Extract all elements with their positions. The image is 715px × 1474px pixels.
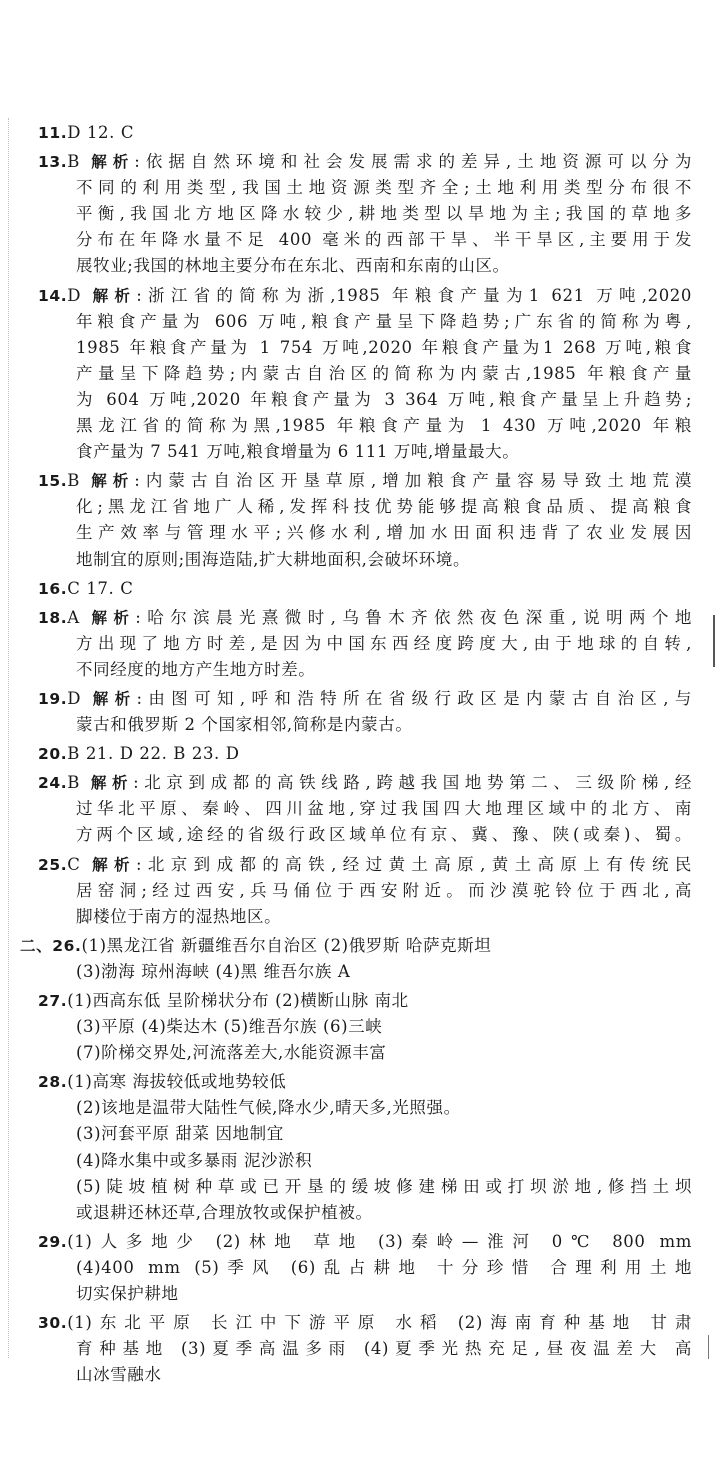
- question-number: 16.: [38, 579, 68, 598]
- answer-line: (7)阶梯交界处,河流落差大,水能资源丰富: [76, 1043, 387, 1063]
- answer-line: 展牧业;我国的林地主要分布在东北、西南和东南的山区。: [76, 256, 510, 276]
- edge-mark-bottom: [708, 1335, 709, 1359]
- question-number: 25.: [38, 855, 68, 874]
- question-number: 28.: [38, 1073, 68, 1092]
- answer-line: 29.(1)人多地少 (2)林地 草地 (3)秦岭—淮河 0℃ 800 mm: [38, 1231, 692, 1251]
- analysis-label: 解析: [92, 689, 137, 708]
- answer-line: 30.(1)东北平原 长江中下游平原 水稻 (2)海南育种基地 甘肃: [38, 1313, 692, 1333]
- question-number: 14.: [38, 286, 68, 305]
- answer-line: 化;黑龙江省地广人稀,发挥科技优势能够提高粮食品质、提高粮食: [76, 497, 692, 517]
- answer-line: 地制宜的原则;围海造陆,扩大耕地面积,会破坏环境。: [76, 549, 471, 569]
- question-number: 18.: [38, 608, 68, 627]
- answer-line: 不同的利用类型,我国土地资源类型齐全;土地利用类型分布很不: [76, 178, 692, 198]
- answer-line: 年粮食产量为 606 万吨,粮食产量呈下降趋势;广东省的简称为粤,: [76, 311, 692, 331]
- answer-line: 11.D 12. C: [38, 123, 135, 142]
- question-number: 11.: [38, 124, 68, 142]
- answer-line: (5)陡坡植树种草或已开垦的缓坡修建梯田或打坝淤地,修挡土坝: [76, 1176, 692, 1196]
- question-number: 24.: [38, 774, 68, 793]
- answer-line: 16.C 17. C: [38, 578, 134, 598]
- section-number: 二、: [20, 936, 53, 955]
- answer-line: 为 604 万吨,2020 年粮食产量为 3 364 万吨,粮食产量呈上升趋势;: [76, 389, 692, 409]
- analysis-label: 解析: [91, 153, 135, 172]
- analysis-label: 解析: [90, 774, 134, 793]
- answer-line: 产量呈下降趋势;内蒙古自治区的简称为内蒙古,1985 年粮食产量: [76, 363, 692, 383]
- answer-line: 1985 年粮食产量为 1 754 万吨,2020 年粮食产量为1 268 万吨,粮食: [76, 337, 692, 357]
- answer-line: 山冰雪融水: [76, 1365, 162, 1385]
- question-number: 20.: [38, 745, 68, 764]
- answer-line: 黑龙江省的简称为黑,1985 年粮食产量为 1 430 万吨,2020 年粮: [76, 416, 692, 436]
- answer-line: 13.B 解析:依据自然环境和社会发展需求的差异,土地资源可以分为: [38, 152, 692, 172]
- answer-line: 蒙古和俄罗斯 2 个国家相邻,简称是内蒙古。: [76, 715, 413, 735]
- answer-line: 食产量为 7 541 万吨,粮食增量为 6 111 万吨,增量最大。: [76, 442, 520, 462]
- question-number: 15.: [38, 472, 68, 491]
- answer-content: [20, 120, 692, 1388]
- answer-line: 不同经度的地方产生地方时差。: [76, 659, 316, 679]
- answer-line: 生产效率与管理水平;兴修水利,增加水田面积违背了农业发展因: [76, 523, 692, 543]
- analysis-label: 解析: [92, 286, 137, 305]
- answer-line: 过华北平原、秦岭、四川盆地,穿过我国四大地理区域中的北方、南: [76, 799, 692, 819]
- answer-line: (3)渤海 琼州海峡 (4)黑 维吾尔族 A: [76, 961, 351, 981]
- question-number: 19.: [38, 689, 68, 708]
- answer-line: (4)400 mm (5)季风 (6)乱占耕地 十分珍惜 合理利用土地: [76, 1257, 692, 1277]
- answer-line: 20.B 21. D 22. B 23. D: [38, 744, 240, 764]
- answer-line: 28.(1)高寒 海拔较低或地势较低: [38, 1072, 287, 1092]
- answer-line: (3)河套平原 甜菜 因地制宜: [76, 1124, 284, 1144]
- answer-line: 切实保护耕地: [76, 1284, 179, 1304]
- analysis-label: 解析: [92, 855, 136, 874]
- answer-line: 27.(1)西高东低 呈阶梯状分布 (2)横断山脉 南北: [38, 991, 409, 1010]
- question-number: 13.: [38, 153, 68, 172]
- answer-line: 或退耕还林还草,合理放牧或保护植被。: [76, 1202, 373, 1222]
- answer-line: 分布在年降水量不足 400 毫米的西部干旱、半干旱区,主要用于发: [76, 230, 692, 250]
- answer-line: 25.C 解析:北京到成都的高铁,经过黄土高原,黄土高原上有传统民: [38, 854, 692, 874]
- answer-line: (4)降水集中或多暴雨 泥沙淤积: [76, 1150, 313, 1170]
- answer-line: 方两个区域,途经的省级行政区域单位有京、冀、豫、陕(或秦)、蜀。: [76, 825, 692, 845]
- analysis-label: 解析: [91, 472, 135, 491]
- answer-line: 方出现了地方时差,是因为中国东西经度跨度大,由于地球的自转,: [76, 633, 692, 653]
- answer-line: 24.B 解析:北京到成都的高铁线路,跨越我国地势第二、三级阶梯,经: [38, 773, 692, 793]
- answer-line: 脚楼位于南方的湿热地区。: [76, 906, 282, 926]
- answer-line: 二、26.(1)黑龙江省 新疆维吾尔自治区 (2)俄罗斯 哈萨克斯坦: [20, 935, 492, 955]
- answer-line: 14.D 解析:浙江省的简称为浙,1985 年粮食产量为1 621 万吨,2020: [38, 285, 692, 305]
- answer-line: 育种基地 (3)夏季高温多雨 (4)夏季光热充足,昼夜温差大 高: [76, 1339, 692, 1359]
- analysis-label: 解析: [91, 608, 136, 627]
- question-number: 26.: [52, 936, 82, 955]
- answer-line: 15.B 解析:内蒙古自治区开垦草原,增加粮食产量容易导致土地荒漠: [38, 471, 692, 491]
- question-number: 27.: [38, 992, 68, 1010]
- answer-line: (2)该地是温带大陆性气候,降水少,晴天多,光照强。: [76, 1098, 461, 1118]
- question-number: 30.: [38, 1314, 68, 1333]
- answer-line: 居窑洞;经过西安,兵马俑位于西安附近。而沙漠驼铃位于西北,高: [76, 880, 692, 900]
- answer-line: 平衡,我国北方地区降水较少,耕地类型以旱地为主;我国的草地多: [76, 204, 692, 224]
- answer-line: 19.D 解析:由图可知,呼和浩特所在省级行政区是内蒙古自治区,与: [38, 688, 692, 708]
- question-number: 29.: [38, 1232, 68, 1251]
- answer-line: 18.A 解析:哈尔滨晨光熹微时,乌鲁木齐依然夜色深重,说明两个地: [38, 607, 692, 627]
- answer-line: (3)平原 (4)柴达木 (5)维吾尔族 (6)三峡: [76, 1017, 383, 1037]
